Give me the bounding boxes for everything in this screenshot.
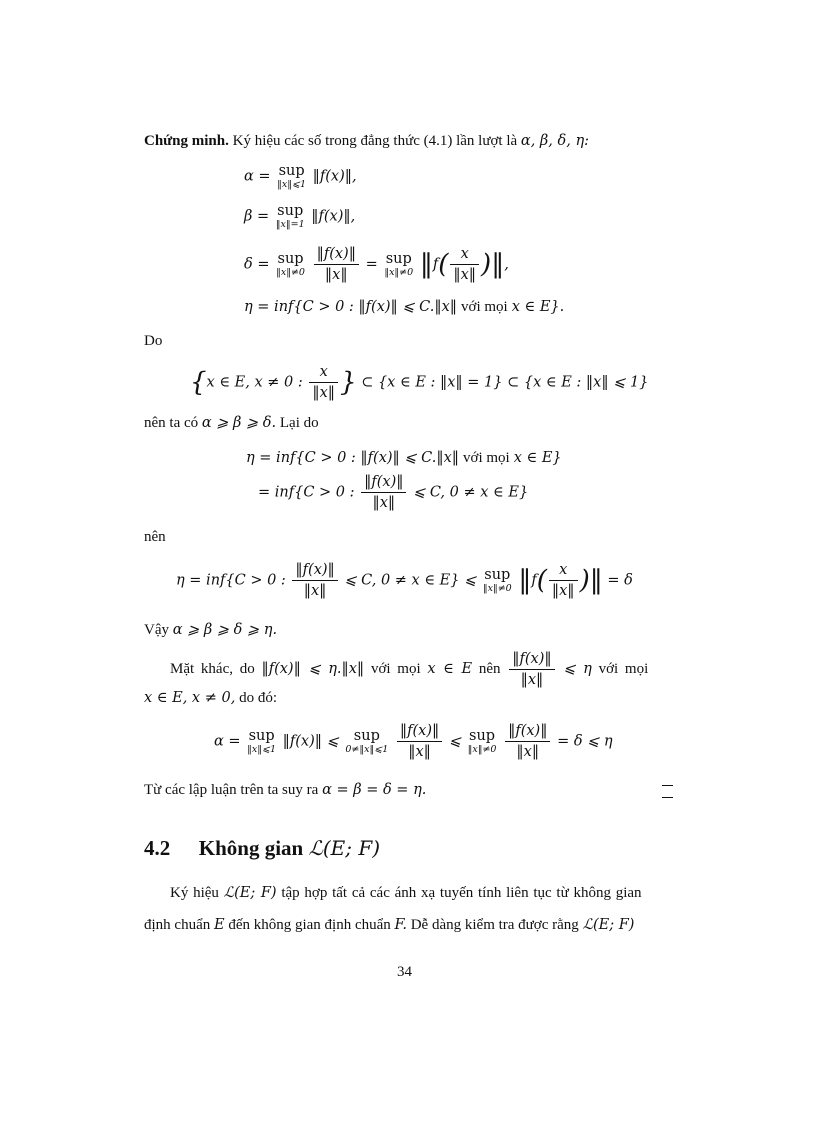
ineq1-math: α ⩾ β ⩾ δ. xyxy=(201,415,277,431)
final-den3: ‖x‖ xyxy=(516,744,540,760)
mat-khac-m2: x ∈ E xyxy=(427,660,473,677)
para-p2m2: F. xyxy=(394,917,407,933)
eta-ineq-den: ‖x‖ xyxy=(303,583,327,599)
delta-definition: δ = sup ‖x‖≠0 $\frac{‖f(x)‖}{‖x‖}$ = sup ‖x‖≠0 ‖f( $\frac{x}{‖x‖}$ )‖, xyxy=(244,246,509,283)
inclusion-left: x ∈ E, x ≠ 0 : xyxy=(206,374,303,391)
final-lhs: α = xyxy=(214,733,241,750)
proof-label: Chứng minh. xyxy=(144,133,229,149)
final-end: = δ ⩽ η xyxy=(557,733,613,750)
delta-sup-sub-2: ‖x‖≠0 xyxy=(384,267,414,278)
delta-inner-fraction xyxy=(450,245,479,284)
eta-ineq-sup xyxy=(483,567,512,594)
final-fraction-3 xyxy=(505,722,550,761)
alpha-definition xyxy=(244,163,357,190)
para-p1a: Ký hiệu xyxy=(170,885,219,901)
mat-khac-t1: Mặt khác, do xyxy=(170,660,255,677)
final-num2: ‖f(x)‖ xyxy=(397,722,442,742)
beta-definition xyxy=(244,203,355,230)
section-number: 4.2 xyxy=(144,836,171,860)
paragraph-line-1 xyxy=(170,883,642,903)
do-word: Do xyxy=(144,333,163,349)
paragraph-line-2 xyxy=(144,915,634,935)
eta-ineq-mid: ⩽ C, 0 ≠ x ∈ E} ⩽ xyxy=(344,572,477,589)
beta-sup xyxy=(276,203,305,230)
inclusion-num: x xyxy=(309,363,338,383)
delta-equals: = xyxy=(365,256,378,273)
eta-block-l1-tail: x ∈ E} xyxy=(513,450,562,466)
beta-rhs: ‖f(x)‖, xyxy=(311,208,356,225)
eta-ineq-pre: η = inf{C > 0 : xyxy=(176,572,286,589)
eta-ineq-fraction xyxy=(292,561,337,600)
para-p2m3: ℒ(E; F) xyxy=(582,917,635,933)
para-p2a: định chuẩn xyxy=(144,917,211,933)
delta-sup xyxy=(276,251,305,278)
inclusion-den: ‖x‖ xyxy=(312,385,336,401)
sup-operator: sup xyxy=(277,251,304,267)
eta-block-l2-post: ⩽ C, 0 ≠ x ∈ E} xyxy=(413,484,529,501)
mat-khac-t3: nên xyxy=(478,660,501,677)
delta-f: f xyxy=(432,256,439,273)
inclusion-right: ⊂ {x ∈ E : ‖x‖ = 1} ⊂ {x ∈ E : ‖x‖ ⩽ 1} xyxy=(361,374,649,391)
mat-khac-den: ‖x‖ xyxy=(520,672,544,688)
sup-operator: sup xyxy=(248,728,275,744)
mat-khac-l2-text: do đó: xyxy=(239,690,277,706)
para-p2b: đến không gian định chuẩn xyxy=(228,917,391,933)
delta-end: , xyxy=(504,256,509,273)
delta-numerator: ‖f(x)‖ xyxy=(314,245,359,265)
eta-ineq-inner-num: x xyxy=(549,561,578,581)
sup-operator: sup xyxy=(385,251,412,267)
eta-ineq-inner-den: ‖x‖ xyxy=(551,583,575,599)
qed-symbol xyxy=(662,785,673,798)
sup-operator: sup xyxy=(353,728,380,744)
ineq1-text2: Lại do xyxy=(279,415,319,431)
eta-block-l1-math: η = inf{C > 0 : ‖f(x)‖ ⩽ C.‖x‖ xyxy=(246,450,460,466)
final-den2: ‖x‖ xyxy=(408,744,431,760)
eta-ineq-end: = δ xyxy=(607,572,633,589)
eta-block-l1-text: với mọi xyxy=(463,450,510,466)
mat-khac-l2-math: x ∈ E, x ≠ 0, xyxy=(144,690,236,706)
sup-operator: sup xyxy=(469,728,496,744)
beta-lhs: β = xyxy=(244,208,270,225)
eta-ineq-sup-sub: ‖x‖≠0 xyxy=(482,583,512,594)
mat-khac-m3: ⩽ η xyxy=(563,660,592,677)
mat-khac-line-1 xyxy=(170,650,648,689)
eta-ineq-f: f xyxy=(531,572,537,589)
delta-fraction xyxy=(314,245,359,284)
mat-khac-t2: với mọi xyxy=(370,660,421,677)
delta-sup-sub: ‖x‖≠0 xyxy=(276,267,305,278)
final-sup-3 xyxy=(468,728,497,755)
conclusion-math: α = β = δ = η. xyxy=(322,782,427,798)
sup-operator: sup xyxy=(484,567,511,583)
sup-operator: sup xyxy=(277,203,304,219)
delta-denominator: ‖x‖ xyxy=(324,267,348,283)
sup-operator: sup xyxy=(278,163,305,179)
delta-lhs: δ = xyxy=(244,256,270,273)
section-title: Không gian xyxy=(198,836,304,860)
para-p1m: ℒ(E; F) xyxy=(223,885,277,901)
eta-definition xyxy=(244,297,564,317)
beta-sup-sub: ‖x‖=1 xyxy=(275,219,305,230)
eta-inequality: η = inf{C > 0 : $\frac{‖f(x)‖}{‖x‖}$ ⩽ C, 0 ≠ x ∈ E} ⩽ sup ‖x‖≠0 ‖f( $\frac{x}{‖x‖}$ )‖ = δ xyxy=(176,562,633,599)
eta-block-line-1 xyxy=(246,448,562,468)
mat-khac-fraction xyxy=(509,650,554,689)
alpha-sup xyxy=(277,163,306,190)
conclusion-line xyxy=(144,780,426,800)
mat-khac-line-2 xyxy=(144,688,277,708)
final-sup-2 xyxy=(345,728,388,755)
delta-inner-num: x xyxy=(450,245,479,265)
vay-math: α ⩾ β ⩾ δ ⩾ η. xyxy=(172,622,278,638)
ineq1-text: nên ta có xyxy=(144,415,199,431)
inclusion-fraction xyxy=(309,363,338,402)
eta-ineq-inner-fraction xyxy=(549,561,578,600)
proof-intro-text: Ký hiệu các số trong đẳng thức (4.1) lần lượt là xyxy=(232,133,518,149)
mat-khac-num: ‖f(x)‖ xyxy=(509,650,554,670)
eta-block-den: ‖x‖ xyxy=(372,495,396,511)
delta-sup-2 xyxy=(384,251,413,278)
alpha-rhs: ‖f(x)‖, xyxy=(312,168,357,185)
final-sup-1 xyxy=(247,728,276,755)
vay-line xyxy=(144,620,277,640)
eta-block-num: ‖f(x)‖ xyxy=(361,473,406,493)
eta-text: với mọi xyxy=(461,299,508,315)
final-sup-3-sub: ‖x‖≠0 xyxy=(467,744,497,755)
conclusion-text: Từ các lập luận trên ta suy ra xyxy=(144,782,319,798)
para-p2m1: E xyxy=(213,917,225,933)
eta-tail: x ∈ E}. xyxy=(511,299,565,315)
delta-inner-den: ‖x‖ xyxy=(453,267,477,283)
alpha-lhs: α = xyxy=(244,168,271,185)
proof-symbols: α, β, δ, η: xyxy=(520,133,590,149)
inequality-line-1 xyxy=(144,413,319,433)
final-sup-1-sub: ‖x‖⩽1 xyxy=(247,744,277,755)
final-le: ⩽ xyxy=(448,733,461,750)
final-sup-2-sub: 0≠‖x‖⩽1 xyxy=(345,744,389,755)
section-heading xyxy=(144,836,380,861)
mat-khac-t4: với mọi xyxy=(598,660,649,677)
final-chain xyxy=(214,722,613,761)
eta-ineq-num: ‖f(x)‖ xyxy=(292,561,337,581)
nen-word: nên xyxy=(144,529,166,545)
page-number: 34 xyxy=(397,964,412,980)
final-fraction-2 xyxy=(397,722,442,761)
alpha-sup-sub: ‖x‖⩽1 xyxy=(277,179,307,190)
eta-block-l2-pre: = inf{C > 0 : xyxy=(258,484,355,501)
para-p1b: tập hợp tất cả các ánh xạ tuyến tính liên tục từ không gian xyxy=(281,885,642,901)
vay-text: Vậy xyxy=(144,622,169,638)
section-math: ℒ(E; F) xyxy=(308,836,381,860)
eta-block-fraction xyxy=(361,473,406,512)
mat-khac-m1: ‖f(x)‖ ⩽ η.‖x‖ xyxy=(261,660,365,677)
final-num3: ‖f(x)‖ xyxy=(505,722,550,742)
eta-lhs: η = inf{C > 0 : ‖f(x)‖ ⩽ C.‖x‖ xyxy=(244,299,458,315)
final-mid1: ‖f(x)‖ ⩽ xyxy=(282,733,339,750)
eta-block-line-2 xyxy=(258,473,528,512)
para-p2c: Dễ dàng kiểm tra được rằng xyxy=(410,917,579,933)
inclusion-formula: {x ∈ E, x ≠ 0 : $\frac{x}{‖x‖}$ } ⊂ {x ∈ E : ‖x‖ = 1} ⊂ {x ∈ E : ‖x‖ ⩽ 1} xyxy=(190,364,649,401)
proof-intro-line xyxy=(144,131,589,151)
